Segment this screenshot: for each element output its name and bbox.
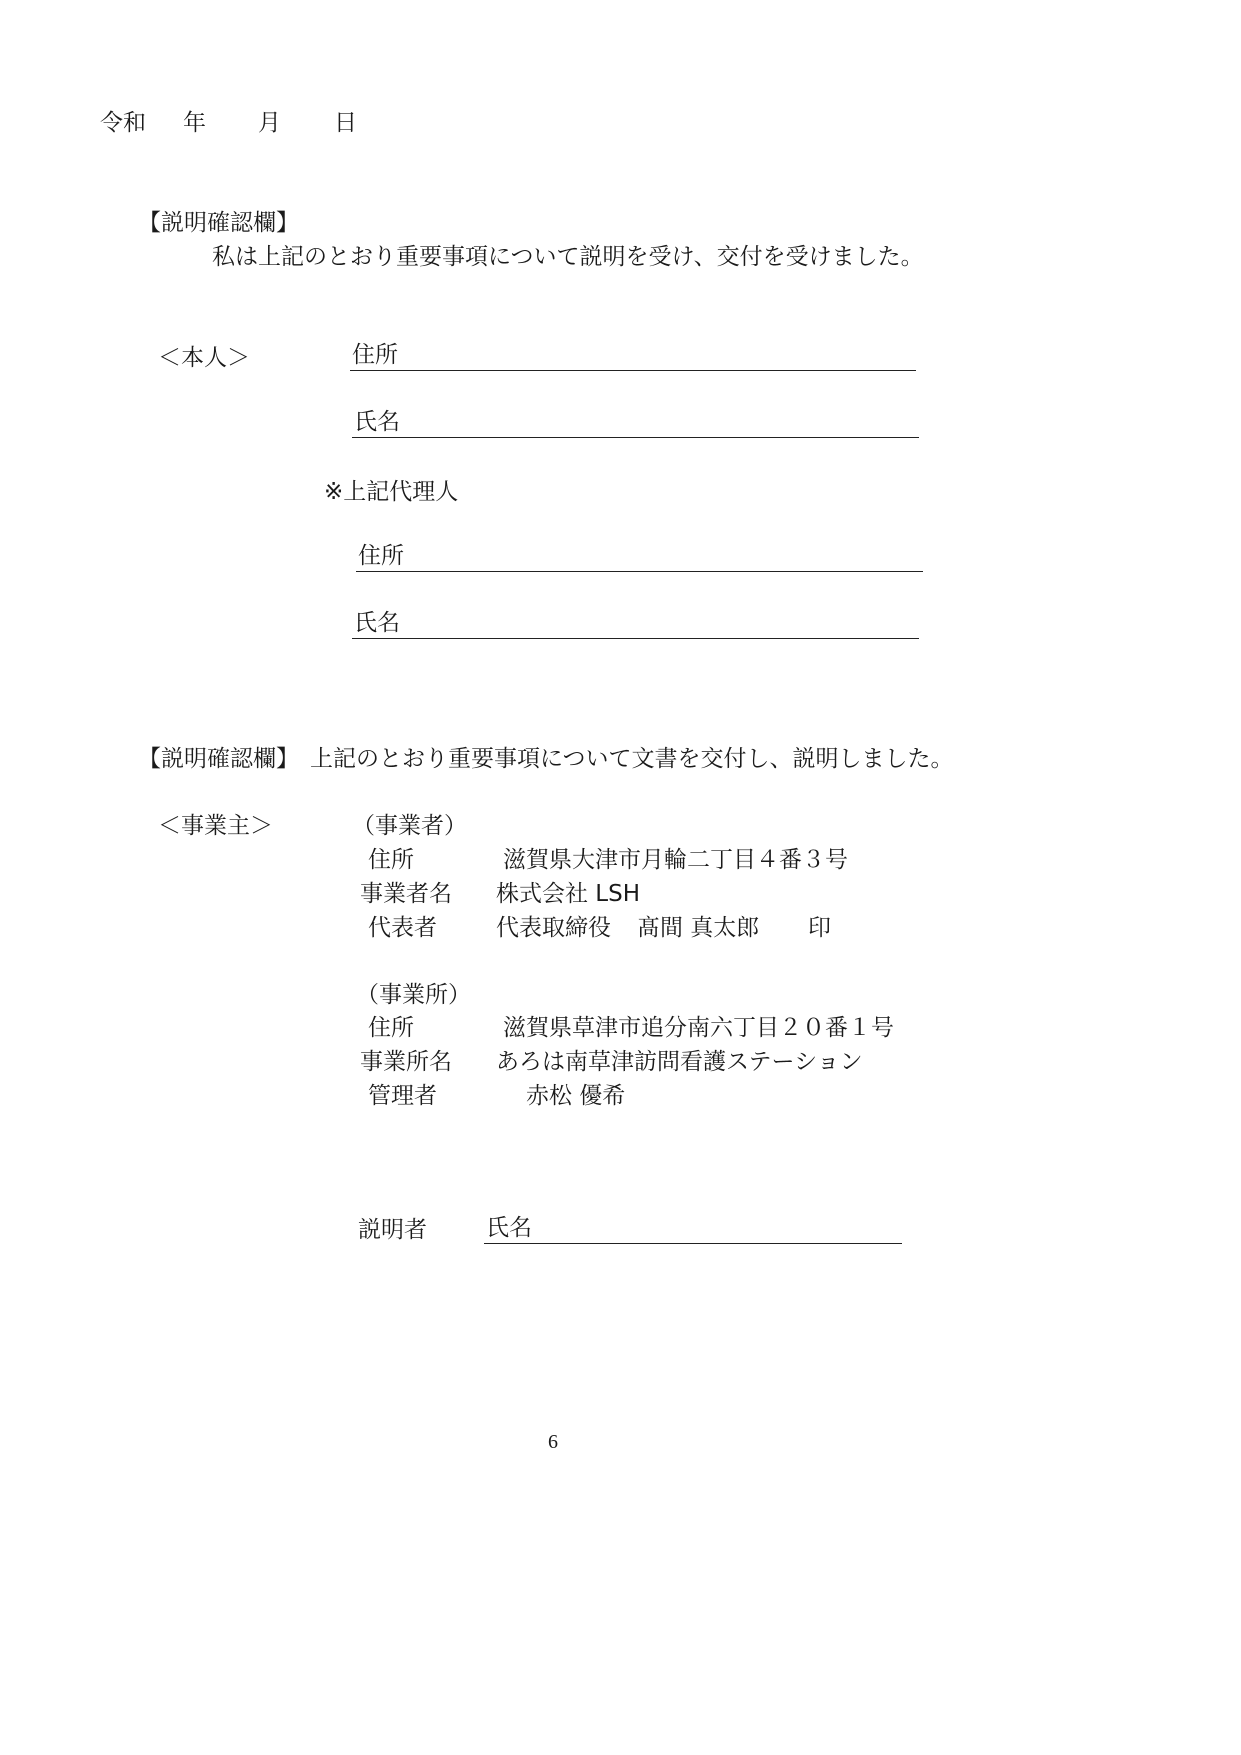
- agent-name-field[interactable]: [352, 608, 919, 639]
- operator-label: ＜事業主＞: [158, 813, 273, 839]
- section2-statement: 上記のとおり重要事項について文書を交付し、説明しました。: [310, 746, 954, 772]
- principal-name-field[interactable]: [352, 407, 919, 438]
- business-rep-name: 髙間 真太郎: [637, 915, 760, 941]
- agent-name-label: 氏名: [354, 610, 400, 636]
- date-day: 日: [334, 110, 357, 136]
- section2-heading: 【説明確認欄】: [138, 746, 299, 772]
- page-number: 6: [548, 1431, 558, 1453]
- principal-name-label: 氏名: [354, 409, 400, 435]
- date-year: 年: [183, 110, 206, 136]
- explainer-name-field[interactable]: [484, 1213, 902, 1244]
- office-name-label: 事業所名: [360, 1049, 452, 1075]
- seal-mark: 印: [808, 915, 831, 941]
- explainer-label: 説明者: [358, 1217, 427, 1243]
- business-title: （事業者）: [352, 813, 467, 839]
- business-address-label: 住所: [368, 847, 414, 873]
- agent-address-label: 住所: [358, 543, 404, 569]
- office-title: （事業所）: [356, 982, 471, 1008]
- business-name: 株式会社 LSH: [496, 881, 641, 907]
- principal-label: ＜本人＞: [158, 345, 250, 371]
- agent-address-field[interactable]: [356, 541, 923, 572]
- section1-statement: 私は上記のとおり重要事項について説明を受け、交付を受けました。: [212, 244, 924, 270]
- section1-heading: 【説明確認欄】: [138, 210, 299, 236]
- office-address-label: 住所: [368, 1015, 414, 1041]
- explainer-name-label: 氏名: [486, 1215, 532, 1241]
- principal-address-label: 住所: [352, 342, 398, 368]
- principal-address-field[interactable]: [350, 340, 916, 371]
- date-era: 令和: [100, 110, 146, 136]
- office-name: あろは南草津訪問看護ステーション: [496, 1049, 863, 1075]
- business-name-label: 事業者名: [360, 881, 452, 907]
- date-month: 月: [258, 110, 281, 136]
- business-address: 滋賀県大津市月輪二丁目４番３号: [503, 847, 848, 873]
- business-rep-title: 代表取締役: [496, 915, 611, 941]
- office-address: 滋賀県草津市追分南六丁目２０番１号: [503, 1015, 894, 1041]
- office-manager-name: 赤松 優希: [526, 1083, 626, 1109]
- office-manager-label: 管理者: [368, 1083, 437, 1109]
- agent-note: ※上記代理人: [324, 479, 459, 505]
- business-rep-label: 代表者: [368, 915, 437, 941]
